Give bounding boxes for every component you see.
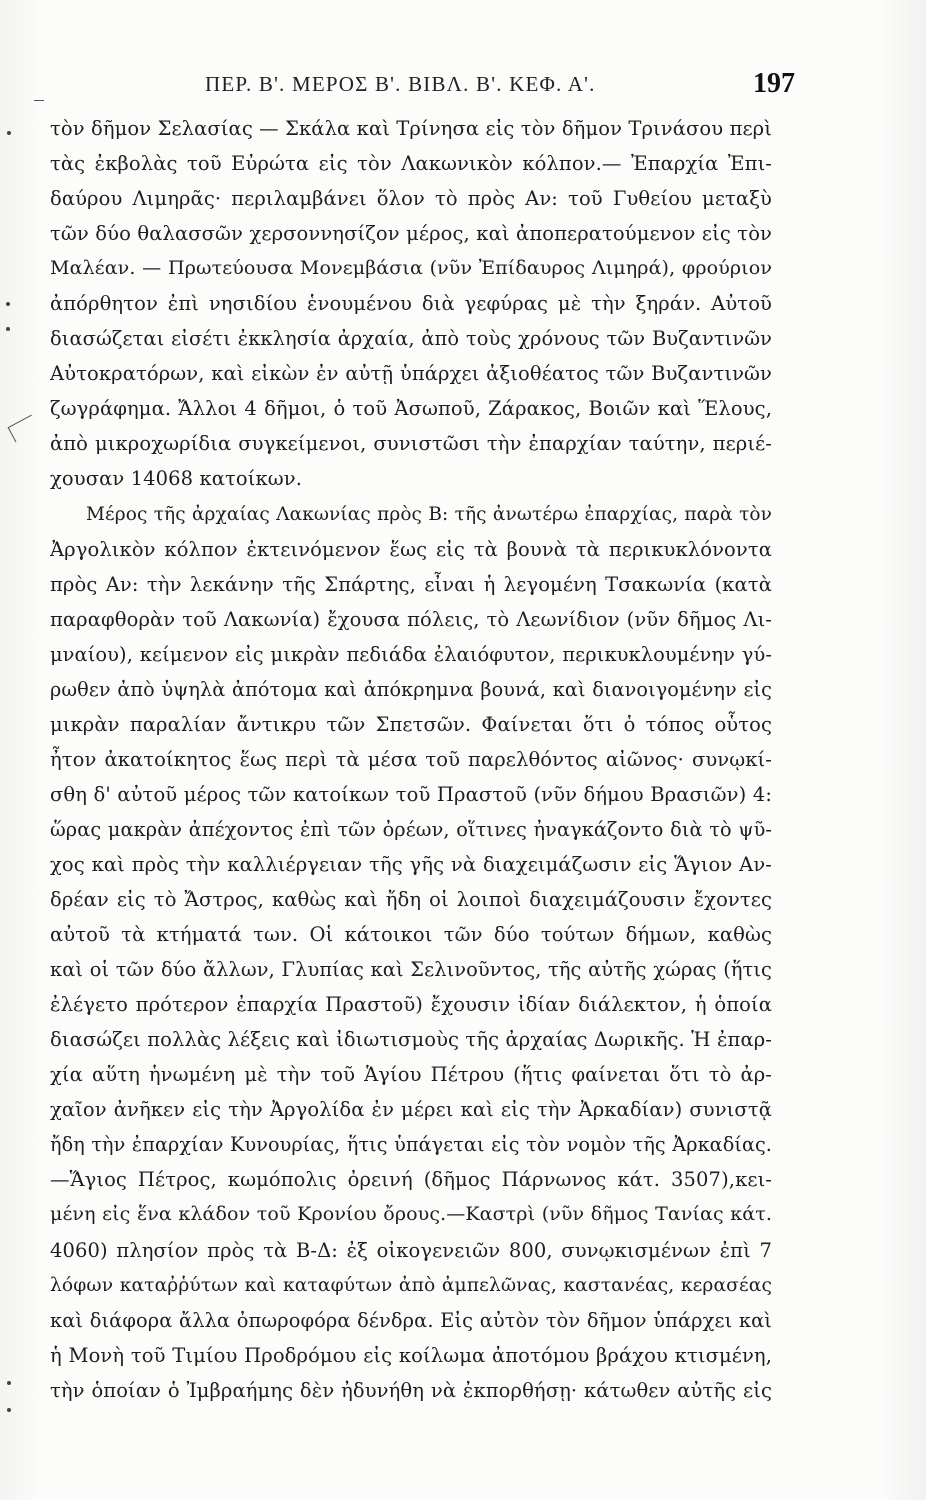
- text-line: ὥρας μακρὰν ἀπέχοντος ἐπὶ τῶν ὀρέων, οἵτινες ἠναγκάζοντο διὰ τὸ ψῦ-: [50, 817, 772, 841]
- text-line: πρὸς Αν: τὴν λεκάνην τῆς Σπάρτης, εἶναι ἡ λεγομένη Τσακωνία (κατὰ: [50, 572, 772, 596]
- text-line: χαῖον ἀνῆκεν εἰς τὴν Ἀργολίδα ἐν μέρει καὶ εἰς τὴν Ἀρκαδίαν) συνιστᾷ: [50, 1098, 772, 1122]
- page-number: 197: [753, 68, 795, 99]
- text-line: σθη δ' αὐτοῦ μέρος τῶν κατοίκων τοῦ Πραστοῦ (νῦν δήμου Βρασιῶν) 4:: [50, 782, 772, 806]
- text-line: ἀπὸ μικροχωρίδια συγκείμενοι, συνιστῶσι τὴν ἐπαρχίαν ταύτην, περιέ-: [50, 432, 772, 456]
- text-line: ἐλέγετο πρότερον ἐπαρχία Πραστοῦ) ἔχουσιν ἰδίαν διάλεκτον, ἡ ὁποία: [50, 993, 772, 1017]
- body-text: [50, 111, 772, 1408]
- text-line: Μέρος τῆς ἀρχαίας Λακωνίας πρὸς Β: τῆς ἀνωτέρω ἐπαρχίας, παρὰ τὸν: [86, 503, 772, 525]
- margin-dot: [6, 302, 10, 306]
- text-line: ἦτον ἀκατοίκητος ἕως περὶ τὰ μέσα τοῦ παρελθόντος αἰῶνος· συνῳκί-: [50, 747, 772, 771]
- text-line: ζωγράφημα. Ἄλλοι 4 δῆμοι, ὁ τοῦ Ἀσωποῦ, Ζάρακος, Βοιῶν καὶ Ἕλους,: [50, 397, 772, 421]
- text-line: τὰς ἐκβολὰς τοῦ Εὐρώτα εἰς τὸν Λακωνικὸν κόλπον.— Ἐπαρχία Ἐπι-: [50, 152, 772, 176]
- text-line: ἤδη τὴν ἐπαρχίαν Κυνουρίας, ἥτις ὑπάγεται εἰς τὸν νομὸν τῆς Ἀρκαδίας.: [50, 1133, 772, 1157]
- margin-dot: [7, 1381, 11, 1385]
- page-header: [205, 70, 795, 106]
- margin-dot: [6, 327, 10, 331]
- text-line: τὸν δῆμον Σελασίας — Σκάλα καὶ Τρίνησα εἰς τὸν δῆμον Τρινάσου περὶ: [50, 117, 772, 140]
- margin-dash-mark: [34, 100, 44, 101]
- text-line: μναίου), κείμενον εἰς μικρὰν πεδιάδα ἐλαιόφυτον, περικυκλουμένην γύ-: [50, 642, 772, 666]
- paragraph-2: [50, 497, 772, 1408]
- margin-dot: [7, 1408, 11, 1412]
- text-line: δαύρου Λιμηρᾶς· περιλαμβάνει ὅλον τὸ πρὸς Αν: τοῦ Γυθείου μεταξὺ: [50, 187, 772, 211]
- text-line: χουσαν 14068 κατοίκων.: [50, 467, 303, 491]
- text-line: —Ἅγιος Πέτρος, κωμόπολις ὀρεινή (δῆμος Πάρνωνος κάτ. 3507),κει-: [50, 1168, 772, 1192]
- paragraph-1: [50, 111, 772, 497]
- text-line: ἡ Μονὴ τοῦ Τιμίου Προδρόμου εἰς κοίλωμα ἀποτόμου βράχου κτισμένη,: [50, 1343, 772, 1367]
- margin-dot: [7, 131, 11, 135]
- text-line: καὶ διάφορα ἄλλα ὀπωροφόρα δένδρα. Εἰς αὐτὸν τὸν δῆμον ὑπάρχει καὶ: [50, 1308, 772, 1332]
- text-line: ἀπόρθητον ἐπὶ νησιδίου ἑνουμένου διὰ γεφύρας μὲ τὴν ξηράν. Αὐτοῦ: [50, 292, 772, 316]
- text-line: ρωθεν ἀπὸ ὑψηλὰ ἀπότομα καὶ ἀπόκρημνα βουνά, καὶ διανοιγομένην εἰς: [50, 677, 772, 701]
- text-line: Ἀργολικὸν κόλπον ἐκτεινόμενον ἕως εἰς τὰ βουνὰ τὰ περικυκλόνοντα: [50, 537, 772, 561]
- text-line: 4060) πλησίον πρὸς τὰ Β-Δ: ἐξ οἰκογενειῶν 800, συνῳκισμένων ἐπὶ 7: [50, 1238, 772, 1262]
- text-line: τῶν δύο θαλασσῶν χερσοννησίζον μέρος, καὶ ἀποπερατούμενον εἰς τὸν: [50, 222, 772, 246]
- text-line: μικρὰν παραλίαν ἄντικρυ τῶν Σπετσῶν. Φαίνεται ὅτι ὁ τόπος οὗτος: [50, 712, 772, 736]
- text-line: διασώζει πολλὰς λέξεις καὶ ἰδιωτισμοὺς τῆς ἀρχαίας Δωρικῆς. Ἡ ἐπαρ-: [50, 1028, 772, 1052]
- text-line: διασώζεται εἰσέτι ἐκκλησία ἀρχαία, ἀπὸ τοὺς χρόνους τῶν Βυζαντινῶν: [50, 327, 772, 351]
- text-line: χία αὕτη ἡνωμένη μὲ τὴν τοῦ Ἁγίου Πέτρου (ἥτις φαίνεται ὅτι τὸ ἀρ-: [50, 1063, 772, 1087]
- text-line: χος καὶ πρὸς τὴν καλλιέργειαν τῆς γῆς νὰ διαχειμάζωσιν εἰς Ἅγιον Αν-: [50, 852, 772, 876]
- text-line: καὶ οἱ τῶν δύο ἄλλων, Γλυπίας καὶ Σελινοῦντος, τῆς αὐτῆς χώρας (ἥτις: [50, 958, 772, 982]
- text-line: δρέαν εἰς τὸ Ἄστρος, καθὼς καὶ ἤδη οἱ λοιποὶ διαχειμάζουσιν ἔχοντες: [50, 888, 772, 912]
- text-line: παραφθορὰν τοῦ Λακωνία) ἔχουσα πόλεις, τὸ Λεωνίδιον (νῦν δῆμος Λι-: [50, 607, 772, 631]
- running-head: ΠΕΡ. Β'. ΜΕΡΟΣ Β'. ΒΙΒΛ. Β'. ΚΕΦ. Α'.: [205, 72, 596, 96]
- text-line: αὐτοῦ τὰ κτήματά των. Οἱ κάτοικοι τῶν δύο τούτων δήμων, καθὼς: [50, 923, 772, 947]
- text-line: τὴν ὁποίαν ὁ Ἰμβραήμης δὲν ἠδυνήθη νὰ ἐκπορθήσῃ· κάτωθεν αὐτῆς εἰς: [50, 1378, 772, 1402]
- text-line: Αὐτοκρατόρων, καὶ εἰκὼν ἐν αὐτῇ ὑπάρχει ἀξιοθέατος τῶν Βυζαντινῶν: [50, 362, 772, 386]
- text-line: μένη εἰς ἕνα κλάδον τοῦ Κρονίου ὄρους.—Καστρὶ (νῦν δῆμος Τανίας κάτ.: [50, 1203, 772, 1226]
- text-line: λόφων καταῤῥύτων καὶ καταφύτων ἀπὸ ἀμπελῶνας, καστανέας, κερασέας: [50, 1274, 772, 1296]
- margin-pencil-mark: [8, 415, 40, 443]
- text-line: Μαλέαν. — Πρωτεύουσα Μονεμβάσια (νῦν Ἐπίδαυρος Λιμηρά), φρούριον: [50, 257, 772, 280]
